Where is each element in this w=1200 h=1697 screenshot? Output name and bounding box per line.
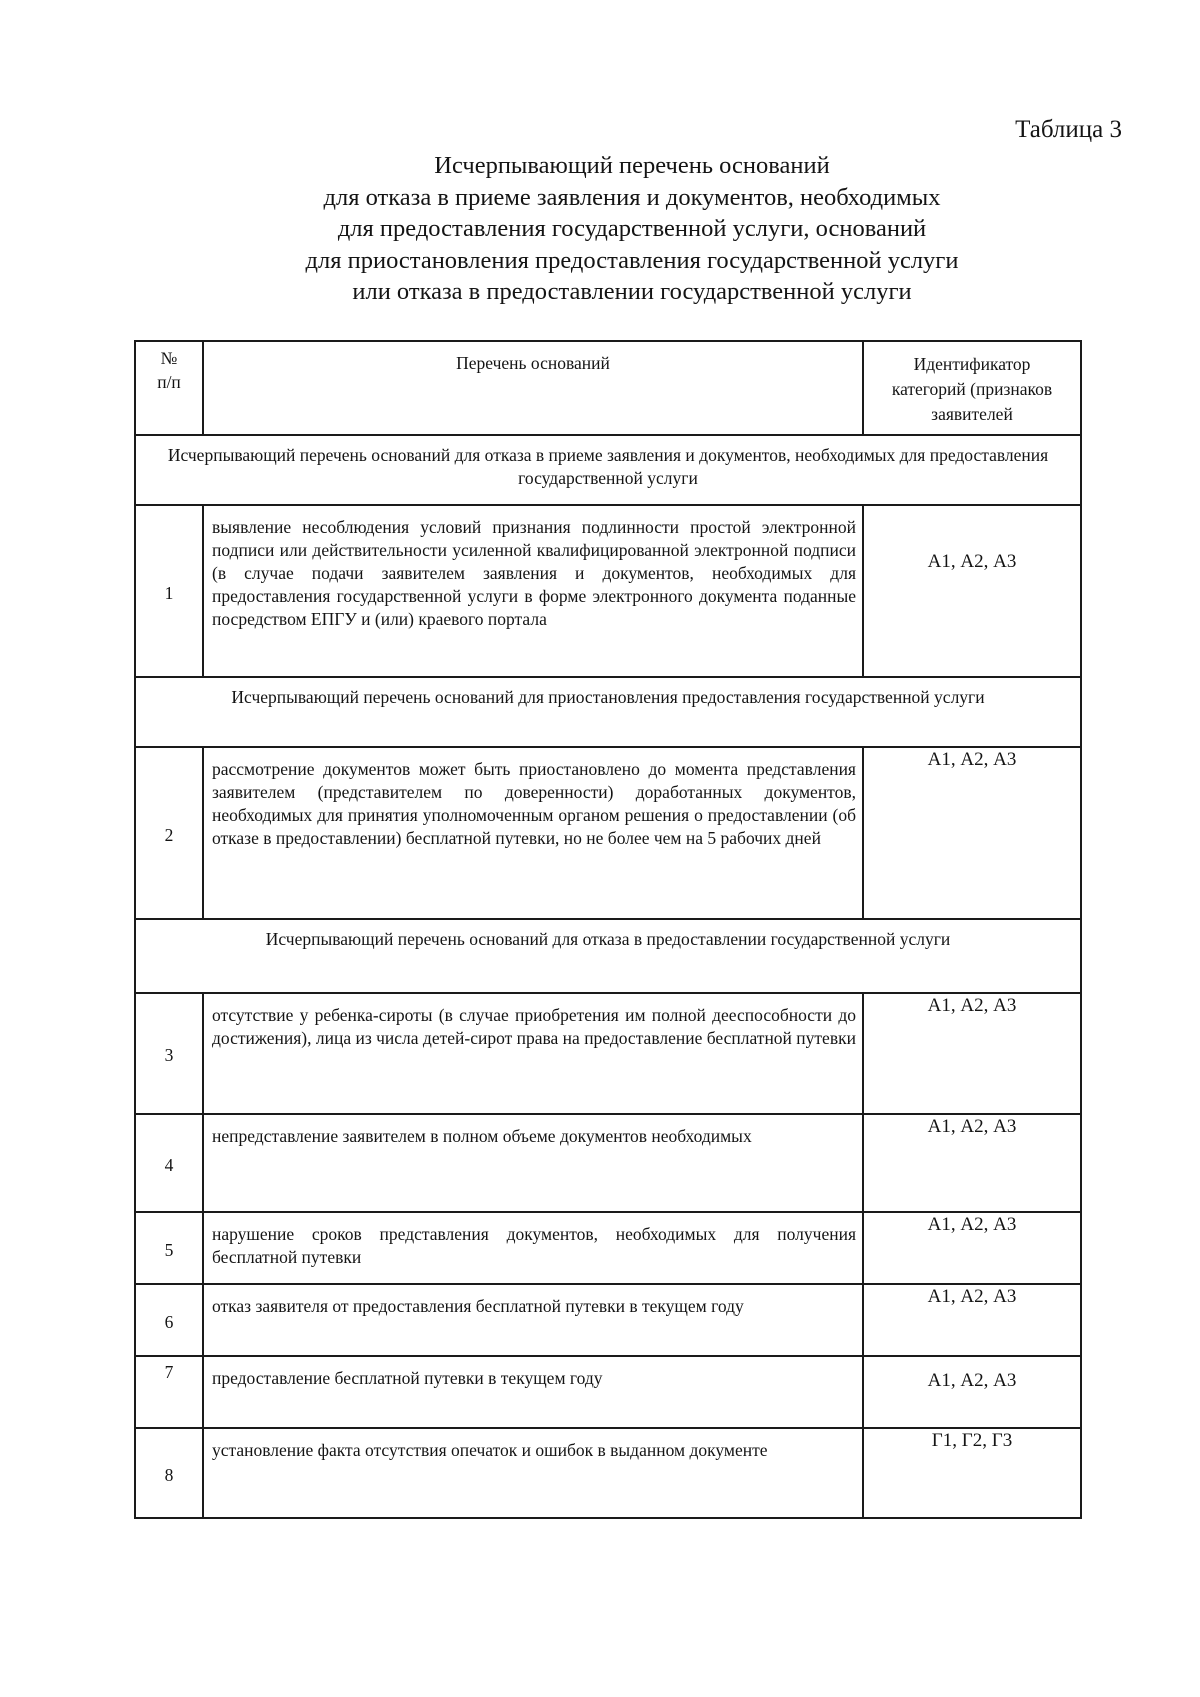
table-header-row bbox=[135, 341, 1081, 435]
table-row bbox=[135, 1114, 1081, 1212]
row-reason-text: отсутствие у ребенка-сироты (в случае приобретения им полной дееспособности до достижения), лица из числа детей-сирот права на предоставление бесплатной путевки bbox=[212, 1005, 856, 1048]
row-reason bbox=[203, 1212, 863, 1284]
row-number: 1 bbox=[135, 505, 203, 677]
document-heading bbox=[0, 150, 1200, 308]
row-reason-text: непредставление заявителем в полном объеме документов необходимых bbox=[212, 1126, 752, 1146]
table-row bbox=[135, 505, 1081, 677]
row-identifier: А1, А2, А3 bbox=[863, 993, 1081, 1114]
row-reason bbox=[203, 505, 863, 677]
table-row bbox=[135, 1356, 1081, 1428]
header-reasons: Перечень оснований bbox=[203, 341, 863, 435]
row-reason-text: нарушение сроков представления документов, необходимых для получения бесплатной путевки bbox=[212, 1224, 856, 1267]
row-reason bbox=[203, 1428, 863, 1518]
row-identifier: А1, А2, А3 bbox=[863, 1114, 1081, 1212]
row-reason-text: предоставление бесплатной путевки в текущем году bbox=[212, 1368, 603, 1388]
header-number bbox=[135, 341, 203, 435]
heading-line: для отказа в приеме заявления и документов, необходимых bbox=[323, 183, 941, 211]
row-number: 4 bbox=[135, 1114, 203, 1212]
row-reason-text: рассмотрение документов может быть приостановлено до момента представления заявителем (представителем по доверенности) доработанных документов, необходимых для принятия уполномоченным органом решения о предоставлении (об отказе в предоставлении) бесплатной путевки, но не более чем на 5 рабочих дней bbox=[212, 759, 856, 848]
row-reason bbox=[203, 993, 863, 1114]
table-row bbox=[135, 747, 1081, 919]
table-row bbox=[135, 993, 1081, 1114]
header-identifier bbox=[863, 341, 1081, 435]
header-number-symbol: № bbox=[160, 348, 178, 368]
row-identifier: А1, А2, А3 bbox=[863, 1212, 1081, 1284]
row-number: 3 bbox=[135, 993, 203, 1114]
row-reason-text: выявление несоблюдения условий признания подлинности простой электронной подписи или действительности усиленной квалифицированной электронной подписи (в случае подачи заявителем заявления и документов, необходимых для предоставления государственной услуги в форме электронного документа поданные посредством ЕПГУ и (или) краевого портала bbox=[212, 517, 856, 629]
row-identifier: А1, А2, А3 bbox=[863, 1284, 1081, 1356]
table-number-label: Таблица 3 bbox=[1015, 116, 1122, 143]
row-number: 7 bbox=[135, 1356, 203, 1428]
table-row bbox=[135, 1284, 1081, 1356]
row-reason-text: установление факта отсутствия опечаток и ошибок в выданном документе bbox=[212, 1440, 768, 1460]
row-number: 2 bbox=[135, 747, 203, 919]
section-title: Исчерпывающий перечень оснований для отказа в предоставлении государственной услуги bbox=[135, 919, 1081, 993]
section-title: Исчерпывающий перечень оснований для отказа в приеме заявления и документов, необходимых для предоставления государственной услуги bbox=[135, 435, 1081, 505]
header-identifier-line: заявителей bbox=[931, 404, 1013, 424]
heading-line: Исчерпывающий перечень оснований bbox=[434, 152, 830, 179]
row-identifier: Г1, Г2, Г3 bbox=[863, 1428, 1081, 1518]
row-reason-text: отказ заявителя от предоставления бесплатной путевки в текущем году bbox=[212, 1296, 744, 1316]
row-reason bbox=[203, 1356, 863, 1428]
row-identifier: А1, А2, А3 bbox=[863, 1356, 1081, 1428]
section-title: Исчерпывающий перечень оснований для приостановления предоставления государственной услуги bbox=[135, 677, 1081, 747]
row-number: 5 bbox=[135, 1212, 203, 1284]
section-row bbox=[135, 919, 1081, 993]
row-number: 8 bbox=[135, 1428, 203, 1518]
grounds-table bbox=[134, 340, 1082, 1519]
heading-line: для предоставления государственной услуги, оснований bbox=[337, 215, 927, 242]
row-identifier: А1, А2, А3 bbox=[863, 747, 1081, 919]
row-reason bbox=[203, 1114, 863, 1212]
section-row bbox=[135, 435, 1081, 505]
header-identifier-line: категорий (признаков bbox=[891, 379, 1053, 399]
row-identifier: А1, А2, А3 bbox=[863, 505, 1081, 677]
header-identifier-line: Идентификатор bbox=[913, 354, 1031, 374]
row-reason bbox=[203, 747, 863, 919]
row-number: 6 bbox=[135, 1284, 203, 1356]
section-row bbox=[135, 677, 1081, 747]
row-reason bbox=[203, 1284, 863, 1356]
header-number-abbr: п/п bbox=[157, 372, 181, 392]
table-row bbox=[135, 1428, 1081, 1518]
heading-line: или отказа в предоставлении государственной услуги bbox=[352, 278, 912, 305]
heading-line: для приостановления предоставления государственной услуги bbox=[305, 246, 959, 274]
table-row bbox=[135, 1212, 1081, 1284]
